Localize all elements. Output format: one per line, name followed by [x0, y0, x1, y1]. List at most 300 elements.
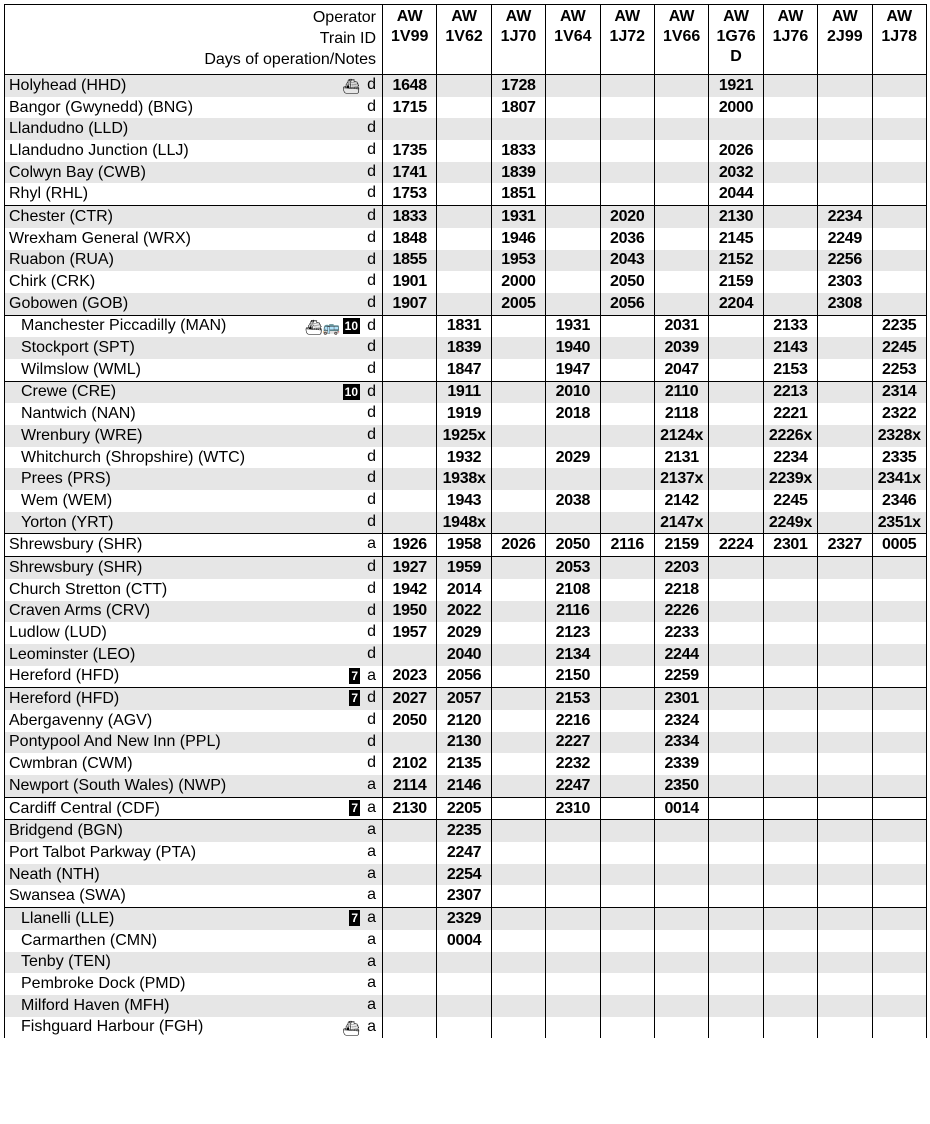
arrive-depart-flag: d [367, 119, 376, 137]
time-cell: 2022 [437, 601, 491, 623]
table-row [5, 952, 927, 974]
time-cell [872, 162, 926, 184]
time-cell [600, 337, 654, 359]
time-cell: 0014 [654, 797, 708, 820]
station-name: Stockport (SPT) [21, 339, 135, 357]
time-cell [709, 1017, 763, 1039]
time-cell [763, 75, 817, 97]
arrive-depart-flag: a [367, 843, 376, 861]
time-cell [872, 710, 926, 732]
station-name: Prees (PRS) [21, 470, 111, 488]
time-cell [383, 973, 437, 995]
time-cell [600, 710, 654, 732]
station-name: Gobowen (GOB) [9, 294, 129, 312]
time-cell: 2014 [437, 579, 491, 601]
time-cell: 2038 [546, 490, 600, 512]
time-cell [654, 930, 708, 952]
time-cell [491, 490, 545, 512]
time-cell [491, 579, 545, 601]
time-cell [654, 97, 708, 119]
time-cell: 2143 [763, 337, 817, 359]
station-cell [5, 820, 383, 842]
time-cell [546, 930, 600, 952]
time-cell [872, 140, 926, 162]
time-cell [872, 557, 926, 579]
time-cell [763, 710, 817, 732]
time-cell [491, 601, 545, 623]
time-cell [872, 75, 926, 97]
time-cell [491, 688, 545, 710]
train-column-header [763, 5, 817, 75]
arrive-depart-flag: a [367, 666, 376, 684]
table-row [5, 381, 927, 403]
train-column-header [491, 5, 545, 75]
time-cell [654, 820, 708, 842]
table-row [5, 753, 927, 775]
time-cell: 2050 [546, 534, 600, 557]
station-name: Wilmslow (WML) [21, 360, 141, 378]
arrive-depart-flag: a [367, 995, 376, 1013]
time-cell [491, 359, 545, 381]
time-cell: 2120 [437, 710, 491, 732]
table-row [5, 359, 927, 381]
station-name: Pontypool And New Inn (PPL) [9, 733, 221, 751]
arrive-depart-flag: d [367, 141, 376, 159]
time-cell: 2056 [600, 293, 654, 315]
time-cell [491, 930, 545, 952]
time-cell [437, 140, 491, 162]
time-cell: 2227 [546, 732, 600, 754]
time-cell [763, 118, 817, 140]
time-cell: 2159 [654, 534, 708, 557]
station-name: Wrexham General (WRX) [9, 229, 191, 247]
time-cell [600, 447, 654, 469]
arrive-depart-flag: d [367, 710, 376, 728]
time-cell [709, 381, 763, 403]
time-cell [818, 753, 872, 775]
time-cell [818, 688, 872, 710]
time-cell [818, 930, 872, 952]
time-cell [818, 183, 872, 205]
time-cell [872, 688, 926, 710]
days-notes-label: Days of operation/Notes [204, 51, 376, 68]
time-cell [818, 403, 872, 425]
table-row [5, 579, 927, 601]
interchange-10-icon: 10 [344, 384, 358, 399]
time-cell [437, 271, 491, 293]
time-cell [709, 732, 763, 754]
time-cell: 2218 [654, 579, 708, 601]
time-cell: 2346 [872, 490, 926, 512]
time-cell [818, 842, 872, 864]
train-id: 1J76 [772, 28, 809, 45]
time-cell: 1807 [491, 97, 545, 119]
time-cell: 2247 [546, 775, 600, 797]
station-cell [5, 710, 383, 732]
time-cell [763, 775, 817, 797]
station-cell [5, 775, 383, 797]
time-cell [491, 842, 545, 864]
time-cell [600, 512, 654, 534]
timetable-header [5, 5, 927, 75]
table-row [5, 864, 927, 886]
time-cell: 1943 [437, 490, 491, 512]
time-cell: 1833 [383, 206, 437, 228]
time-cell [546, 293, 600, 315]
arrive-depart-flag: d [367, 469, 376, 487]
time-cell: 2032 [709, 162, 763, 184]
time-cell [654, 864, 708, 886]
station-name: Shrewsbury (SHR) [9, 558, 143, 576]
time-cell: 2327 [818, 534, 872, 557]
station-cell [5, 601, 383, 623]
time-cell [491, 666, 545, 688]
table-row [5, 820, 927, 842]
time-cell: 2108 [546, 579, 600, 601]
time-cell [491, 820, 545, 842]
time-cell: 2116 [600, 534, 654, 557]
time-cell [709, 797, 763, 820]
table-row [5, 447, 927, 469]
interchange-7-icon: 7 [351, 800, 358, 815]
time-cell: 2039 [654, 337, 708, 359]
arrive-depart-flag: d [367, 623, 376, 641]
arrive-depart-flag: d [367, 382, 376, 400]
time-cell: 1958 [437, 534, 491, 557]
time-cell [818, 666, 872, 688]
train-column-header [654, 5, 708, 75]
time-cell [654, 183, 708, 205]
time-cell [818, 864, 872, 886]
arrive-depart-flag: a [367, 535, 376, 553]
time-cell: 1907 [383, 293, 437, 315]
time-cell [763, 206, 817, 228]
table-row [5, 250, 927, 272]
time-cell: 1947 [546, 359, 600, 381]
station-name: Llandudno Junction (LLJ) [9, 141, 189, 159]
arrive-depart-flag: d [367, 644, 376, 662]
time-cell [763, 1017, 817, 1039]
arrive-depart-flag: d [367, 97, 376, 115]
time-cell: 2057 [437, 688, 491, 710]
time-cell [546, 250, 600, 272]
time-cell [437, 75, 491, 97]
table-row [5, 403, 927, 425]
time-cell [383, 930, 437, 952]
time-cell: 1953 [491, 250, 545, 272]
time-cell [872, 183, 926, 205]
time-cell: 2307 [437, 885, 491, 907]
time-cell [872, 864, 926, 886]
time-cell [383, 908, 437, 930]
time-cell: 2152 [709, 250, 763, 272]
time-cell [491, 425, 545, 447]
time-cell: 2000 [709, 97, 763, 119]
time-cell [437, 995, 491, 1017]
time-cell [491, 118, 545, 140]
time-cell [872, 995, 926, 1017]
station-cell [5, 293, 383, 315]
station-name: Holyhead (HHD) [9, 76, 127, 94]
train-id: 1J70 [500, 28, 537, 45]
time-cell [600, 601, 654, 623]
station-cell [5, 534, 383, 557]
time-cell: 2118 [654, 403, 708, 425]
time-cell: 2351x [872, 512, 926, 534]
time-cell: 2043 [600, 250, 654, 272]
time-cell [818, 75, 872, 97]
time-cell [437, 973, 491, 995]
time-cell: 1831 [437, 315, 491, 337]
time-cell [600, 315, 654, 337]
arrive-depart-flag: a [367, 821, 376, 839]
time-cell [654, 271, 708, 293]
time-cell [709, 337, 763, 359]
time-cell [818, 1017, 872, 1039]
time-cell [818, 512, 872, 534]
time-cell [600, 973, 654, 995]
time-cell [491, 337, 545, 359]
time-cell [818, 995, 872, 1017]
time-cell: 2235 [437, 820, 491, 842]
time-cell [709, 820, 763, 842]
time-cell [600, 753, 654, 775]
interchange-7-icon: 7 [351, 691, 358, 706]
time-cell [763, 864, 817, 886]
station-name: Pembroke Dock (PMD) [21, 975, 186, 993]
station-name: Crewe (CRE) [21, 383, 117, 401]
arrive-depart-flag: d [367, 689, 376, 707]
train-column-header [600, 5, 654, 75]
train-id: 1J72 [609, 28, 646, 45]
time-cell: 1839 [491, 162, 545, 184]
station-cell [5, 359, 383, 381]
time-cell: 2314 [872, 381, 926, 403]
station-cell [5, 995, 383, 1017]
time-cell: 2130 [437, 732, 491, 754]
time-cell [437, 1017, 491, 1039]
arrive-depart-flag: a [367, 1017, 376, 1035]
time-cell [546, 952, 600, 974]
time-cell [763, 885, 817, 907]
time-cell: 2146 [437, 775, 491, 797]
time-cell: 2328x [872, 425, 926, 447]
time-cell [437, 206, 491, 228]
station-name: Cwmbran (CWM) [9, 755, 133, 773]
time-cell: 2114 [383, 775, 437, 797]
time-cell [600, 622, 654, 644]
time-cell [709, 930, 763, 952]
time-cell: 1925x [437, 425, 491, 447]
time-cell [872, 644, 926, 666]
arrive-depart-flag: a [367, 886, 376, 904]
train-column-header [872, 5, 926, 75]
time-cell: 2221 [763, 403, 817, 425]
time-cell [709, 557, 763, 579]
time-cell: 2334 [654, 732, 708, 754]
time-cell [491, 381, 545, 403]
time-cell [654, 118, 708, 140]
train-id: 1V99 [391, 28, 429, 45]
time-cell [818, 359, 872, 381]
time-cell [437, 183, 491, 205]
time-cell [709, 885, 763, 907]
time-cell [763, 162, 817, 184]
time-cell [546, 75, 600, 97]
time-cell [709, 644, 763, 666]
time-cell: 2308 [818, 293, 872, 315]
arrive-depart-flag: a [367, 776, 376, 793]
operator-code: AW [505, 8, 532, 25]
arrive-depart-flag: d [367, 316, 376, 334]
station-name: Neath (NTH) [9, 865, 100, 883]
station-cell [5, 206, 383, 228]
time-cell [872, 666, 926, 688]
station-cell [5, 753, 383, 775]
time-cell [600, 425, 654, 447]
time-cell: 2134 [546, 644, 600, 666]
station-cell [5, 864, 383, 886]
time-cell [763, 183, 817, 205]
time-cell [872, 973, 926, 995]
arrive-depart-flag: a [367, 864, 376, 882]
station-cell [5, 490, 383, 512]
arrive-depart-flag: d [367, 512, 376, 530]
time-cell: 2322 [872, 403, 926, 425]
station-cell [5, 930, 383, 952]
time-cell: 2056 [437, 666, 491, 688]
time-cell [709, 908, 763, 930]
time-cell: 2301 [763, 534, 817, 557]
time-cell: 2226 [654, 601, 708, 623]
time-cell: 1927 [383, 557, 437, 579]
station-name: Llanelli (LLE) [21, 909, 115, 927]
table-row [5, 775, 927, 797]
time-cell [600, 688, 654, 710]
time-cell [437, 228, 491, 250]
time-cell [546, 183, 600, 205]
station-name: Colwyn Bay (CWB) [9, 163, 146, 181]
interchange-7-icon: 7 [351, 668, 358, 683]
time-cell [491, 1017, 545, 1039]
train-column-header [818, 5, 872, 75]
time-cell: 2142 [654, 490, 708, 512]
time-cell: 2232 [546, 753, 600, 775]
timetable-body [5, 75, 927, 1039]
table-row [5, 468, 927, 490]
time-cell [763, 842, 817, 864]
time-cell [383, 118, 437, 140]
time-cell [763, 688, 817, 710]
time-cell [763, 973, 817, 995]
time-cell: 2247 [437, 842, 491, 864]
time-cell [383, 885, 437, 907]
time-cell: 2249x [763, 512, 817, 534]
time-cell [546, 162, 600, 184]
station-name: Chirk (CRK) [9, 273, 96, 291]
time-cell [600, 952, 654, 974]
time-cell [654, 885, 708, 907]
ship-bus-icon: ⛴🚌 [304, 318, 340, 335]
time-cell [491, 468, 545, 490]
time-cell: 2000 [491, 271, 545, 293]
time-cell [491, 403, 545, 425]
time-cell [763, 995, 817, 1017]
time-cell: 2216 [546, 710, 600, 732]
time-cell: 2339 [654, 753, 708, 775]
time-cell [491, 732, 545, 754]
time-cell [818, 162, 872, 184]
time-cell [818, 622, 872, 644]
time-cell [763, 250, 817, 272]
station-name: Llandudno (LLD) [9, 120, 129, 138]
time-cell [383, 952, 437, 974]
arrive-depart-flag: d [367, 272, 376, 290]
time-cell [383, 1017, 437, 1039]
time-cell [600, 666, 654, 688]
time-cell: 2133 [763, 315, 817, 337]
time-cell: 2244 [654, 644, 708, 666]
time-cell: 2031 [654, 315, 708, 337]
time-cell [546, 1017, 600, 1039]
time-cell: 2110 [654, 381, 708, 403]
time-cell: 2044 [709, 183, 763, 205]
time-cell [818, 797, 872, 820]
station-name: Chester (CTR) [9, 207, 114, 225]
arrive-depart-flag: d [367, 491, 376, 509]
station-cell [5, 842, 383, 864]
table-row [5, 622, 927, 644]
operator-code: AW [723, 8, 749, 25]
time-cell [763, 601, 817, 623]
time-cell [600, 468, 654, 490]
time-cell [600, 930, 654, 952]
time-cell [546, 468, 600, 490]
station-cell [5, 403, 383, 425]
time-cell: 2023 [383, 666, 437, 688]
time-cell: 2029 [546, 447, 600, 469]
station-name: Fishguard Harbour (FGH) [21, 1018, 204, 1036]
time-cell [491, 908, 545, 930]
time-cell: 2234 [818, 206, 872, 228]
time-cell [491, 864, 545, 886]
time-cell: 1957 [383, 622, 437, 644]
time-cell [872, 885, 926, 907]
time-cell [818, 601, 872, 623]
station-cell [5, 118, 383, 140]
station-cell [5, 622, 383, 644]
time-cell [709, 601, 763, 623]
time-cell [818, 140, 872, 162]
time-cell [491, 622, 545, 644]
time-cell [818, 820, 872, 842]
time-cell [437, 162, 491, 184]
time-cell [872, 271, 926, 293]
time-cell [818, 952, 872, 974]
train-id: 1J78 [881, 28, 917, 45]
time-cell [546, 271, 600, 293]
time-cell [872, 930, 926, 952]
time-cell [709, 952, 763, 974]
time-cell [872, 820, 926, 842]
table-row [5, 885, 927, 907]
time-cell [872, 206, 926, 228]
station-name: Swansea (SWA) [9, 887, 126, 905]
station-cell [5, 688, 383, 710]
time-cell [600, 864, 654, 886]
time-cell [818, 557, 872, 579]
train-id-label: Train ID [319, 30, 376, 47]
